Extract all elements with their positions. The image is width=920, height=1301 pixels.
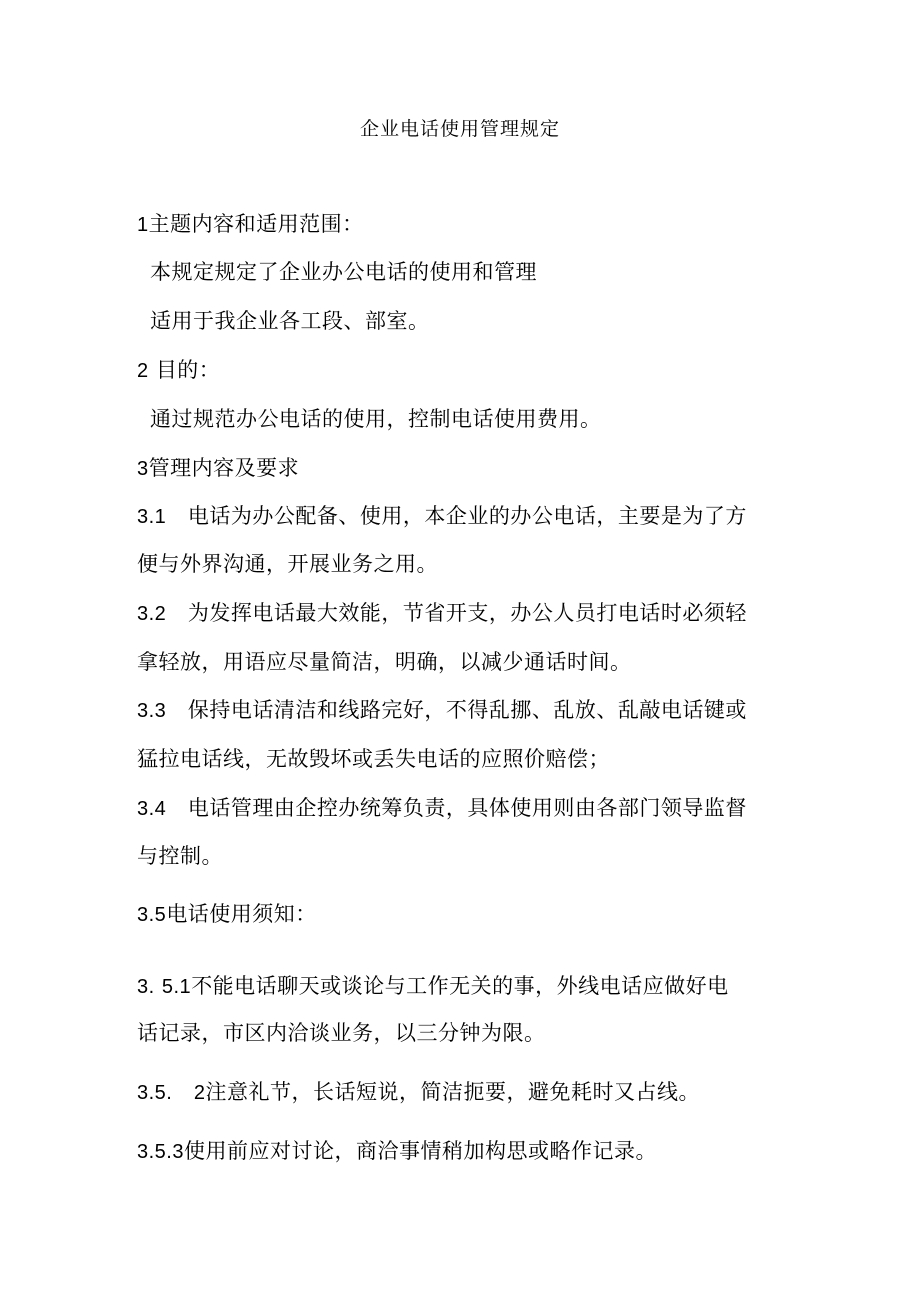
section-number: 1 <box>137 214 149 236</box>
section-heading-text: 主题内容和适用范围： <box>148 212 364 236</box>
item-3-5-1-line-1 <box>137 970 729 1000</box>
item-number: 3.2 <box>137 603 167 625</box>
item-text: 使用前应对讨论，商洽事情稍加构思或略作记录。 <box>183 1139 657 1163</box>
item-number-part-a: 3. <box>137 976 155 998</box>
item-3-1-line-2: 便与外界沟通，开展业务之用。 <box>137 552 438 576</box>
item-3-2-line-2: 拿轻放，用语应尽量简洁，明确，以减少通话时间。 <box>137 650 632 674</box>
item-text: 注意礼节，长话短说，简洁扼要，避免耗时又占线。 <box>205 1080 701 1104</box>
section-heading-text: 目的： <box>155 358 221 382</box>
item-3-5-heading <box>137 898 317 928</box>
item-3-2-line-1 <box>137 597 747 627</box>
item-number-part-b: 2 <box>193 1082 206 1104</box>
document-title: 企业电话使用管理规定 <box>359 118 560 140</box>
item-3-3-line-2: 猛拉电话线，无故毁坏或丢失电话的应照价赔偿； <box>137 747 610 771</box>
item-3-4-line-2: 与控制。 <box>137 844 223 868</box>
section-number: 2 <box>137 360 149 382</box>
item-number: 3.4 <box>137 798 167 820</box>
item-text: 不能电话聊天或谈论与工作无关的事，外线电话应做好电 <box>191 974 729 998</box>
section-3-heading <box>137 452 299 482</box>
item-number: 3.3 <box>137 700 167 722</box>
item-number-part-a: 3.5. <box>137 1082 173 1104</box>
item-3-5-3-line-1 <box>137 1135 657 1165</box>
item-text: 为发挥电话最大效能，节省开支，办公人员打电话时必须轻 <box>187 601 747 625</box>
item-text: 电话使用须知： <box>166 902 317 926</box>
section-2-heading <box>137 354 220 384</box>
section-2-paragraph-1: 通过规范办公电话的使用，控制电话使用费用。 <box>150 407 602 431</box>
section-1-paragraph-2: 适用于我企业各工段、部室。 <box>150 309 430 333</box>
item-3-5-2-line-1 <box>137 1076 700 1106</box>
section-heading-text: 管理内容及要求 <box>148 456 300 480</box>
item-text: 电话管理由企控办统筹负责，具体使用则由各部门领导监督 <box>187 796 747 820</box>
item-3-5-1-line-2: 话记录，市区内洽谈业务，以三分钟为限。 <box>137 1021 546 1045</box>
item-number-part-b: 5.1 <box>161 976 192 998</box>
item-3-3-line-1 <box>137 694 747 724</box>
section-1-paragraph-1: 本规定规定了企业办公电话的使用和管理 <box>150 260 537 284</box>
item-number: 3.1 <box>137 506 167 528</box>
item-number: 3.5.3 <box>137 1141 184 1163</box>
section-number: 3 <box>137 458 149 480</box>
item-3-4-line-1 <box>137 792 747 822</box>
section-1-heading <box>137 208 364 238</box>
item-text: 保持电话清洁和线路完好，不得乱挪、乱放、乱敲电话键或 <box>187 698 747 722</box>
item-text: 电话为办公配备、使用，本企业的办公电话，主要是为了方 <box>187 504 747 528</box>
item-3-1-line-1 <box>137 500 747 530</box>
item-number: 3.5 <box>137 904 167 926</box>
